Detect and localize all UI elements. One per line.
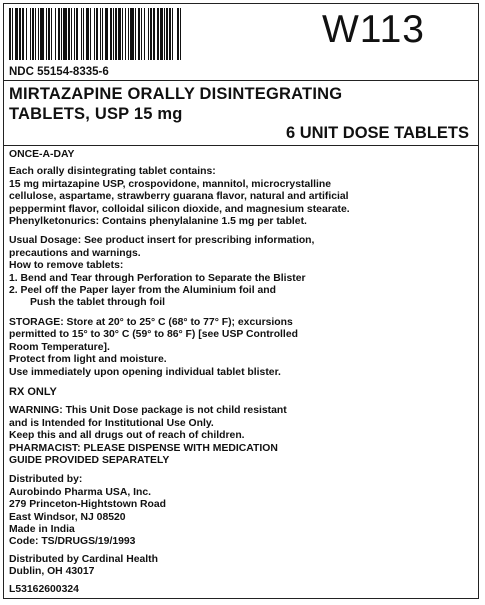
ingredient-line: 15 mg mirtazapine USP, crospovidone, mannitol, microcrystalline [9,178,332,190]
label-code: W113 [322,8,425,51]
remove-step-1: 1. Bend and Tear through Perforation to Separate the Blister [9,272,306,284]
remove-step-2-cont: Push the tablet through foil [30,297,166,309]
storage-line: Room Temperature]. [9,341,110,353]
warning-line: WARNING: This Unit Dose package is not child resistant [9,405,287,417]
phenylketonurics-text: Phenylketonurics: Contains phenylalanine 1.5 mg per tablet. [9,216,307,228]
product-title [9,84,342,124]
barcode-graphic [9,8,277,60]
ingredient-line: cellulose, aspartame, strawberry guarana flavor, natural and artificial [9,191,349,203]
label-body [9,149,475,596]
distributor-line: Code: TS/DRUGS/19/1993 [9,536,136,548]
distributor-line: Aurobindo Pharma USA, Inc. [9,486,152,498]
dosage-line: Usual Dosage: See product insert for prescribing information, [9,235,315,247]
distributor-line: Made in India [9,523,75,535]
distributor-line: East Windsor, NJ 08520 [9,511,126,523]
package-count: 6 UNIT DOSE TABLETS [285,124,469,142]
warning-line: Keep this and all drugs out of reach of children. [9,430,245,442]
remove-step-2: 2. Peel off the Paper layer from the Aluminium foil and [9,285,276,297]
use-immediately-text: Use immediately upon opening individual tablet blister. [9,366,281,378]
frequency-text: ONCE-A-DAY [9,149,75,160]
redistributor-line: Dublin, OH 43017 [9,566,95,578]
lot-code: L53162600324 [9,583,79,595]
divider-top [3,80,479,81]
pharmacist-line: GUIDE PROVIDED SEPARATELY [9,454,170,466]
dosage-line: precautions and warnings. [9,247,141,259]
ingredient-line: peppermint flavor, colloidal silicon dioxide, and magnesium stearate. [9,203,350,215]
storage-line: permitted to 15° to 30° C (59° to 86° F) [see USP Controlled [9,329,298,341]
storage-line: STORAGE: Store at 20° to 25° C (68° to 77° F); excursions [9,316,293,328]
redistributor-line: Distributed by Cardinal Health [9,553,158,565]
protect-text: Protect from light and moisture. [9,354,167,366]
contains-heading: Each orally disintegrating tablet contains: [9,166,216,178]
divider-title [3,145,479,146]
rx-only: RX ONLY [9,385,57,398]
distributor-line: Distributed by: [9,474,83,486]
product-title-line1: MIRTAZAPINE ORALLY DISINTEGRATING [9,85,343,103]
ndc-number: NDC 55154-8335-6 [9,66,109,78]
product-title-line2: TABLETS, USP 15 mg [9,105,183,123]
pharmacist-line: PHARMACIST: PLEASE DISPENSE WITH MEDICATION [9,442,278,454]
warning-line: and is Intended for Institutional Use Only. [9,417,214,429]
distributor-line: 279 Princeton-Hightstown Road [9,499,167,511]
remove-heading: How to remove tablets: [9,260,124,272]
